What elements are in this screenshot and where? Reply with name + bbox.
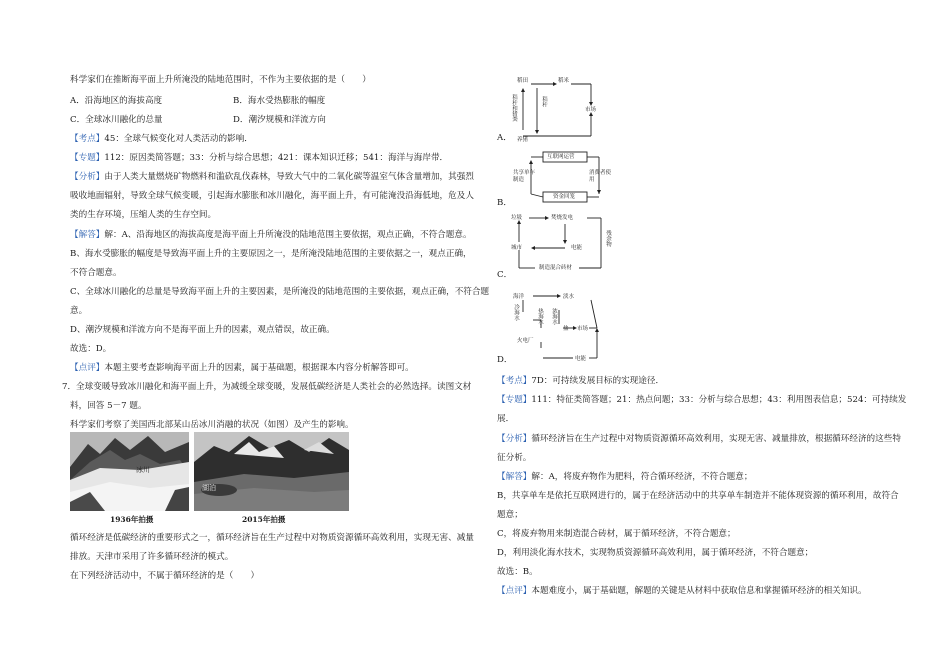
diagA-node-2: 稻米	[558, 78, 570, 84]
jieda-line-2: B、海水受膨胀的幅度是导致海平面上升的主要原因之一，是所淹没陆地范围的主要依据之一，观点正确，	[70, 249, 472, 259]
diagA-node-5: 养猪	[517, 137, 529, 143]
q7-question: 在下列经济活动中，不属于循环经济的是（ ）	[70, 571, 260, 581]
photo1-label: 冰川	[136, 466, 150, 474]
r-dianping-line	[497, 586, 867, 597]
q6-option-d: D．潮汐规模和洋流方向	[233, 115, 326, 125]
jieda-line-1	[70, 230, 472, 241]
jieda-line-6: D、潮汐规模和洋流方向不是海平面上升的因素，观点错误，故正确。	[70, 325, 335, 335]
fenxi-line-3: 类的生存环境，压缩人类的生存空间。	[70, 210, 217, 220]
kaodian-tag: 【考点】	[70, 134, 105, 144]
r-kaodian-line	[497, 376, 664, 387]
q6-option-b: B．海水受热膨胀的幅度	[233, 96, 326, 106]
q7-line-2: 料，回答 5－7 题。	[70, 401, 147, 411]
glacier-photo-2015-art	[194, 432, 349, 511]
diagC-node-1: 垃圾	[511, 215, 523, 221]
r-zhuanti-line-1	[497, 395, 906, 406]
diagB-right: 消费者使用	[589, 170, 612, 183]
diagC-node-3: 电能	[571, 245, 583, 251]
fenxi-line-2: 吸收地面辐射，导致全球气候变暖，引起海水膨胀和冰川融化，海平面上升，有可能淹没沿海低地，危及人	[70, 191, 474, 201]
diagD-node-9: 电能	[575, 356, 587, 362]
right-column	[475, 0, 950, 671]
kaodian-text: 45：全球气候变化对人类活动的影响．	[104, 134, 253, 144]
para-line-2: 排放。天津市采用了许多循环经济的模式。	[70, 552, 234, 562]
dianping-line	[70, 363, 414, 374]
diagD-node-3: 热海水	[537, 308, 543, 325]
q7-line-1: 7．全球变暖导致冰川融化和海平面上升，为减缓全球变暖，发展低碳经济是人类社会的必然选择。读图文材	[62, 382, 472, 392]
diagD-node-5: 盐	[563, 326, 569, 332]
q7-line-3: 科学家们考察了美国西北部某山岳冰川消融的状况（如图）及产生的影响。	[70, 420, 354, 430]
option-d-label: D．	[497, 355, 513, 365]
diagC-node-5: 残余物	[605, 230, 611, 247]
photo2-label: 湖泊	[202, 484, 216, 492]
fenxi-text-1: 由于人类大量燃烧矿物燃料和滥砍乱伐森林，导致大气中的二氧化碳等温室气体含量增加，其强烈	[104, 172, 474, 182]
zhuanti-tag: 【专题】	[70, 153, 105, 163]
photo2-caption: 2015年拍摄	[242, 515, 286, 524]
diagD-node-6: 市场	[577, 326, 589, 332]
r-kaodian-text: 7D：可持续发展目标的实现途径．	[531, 376, 665, 386]
photo1-caption: 1936年拍摄	[110, 515, 154, 524]
diagB-left: 共享单车制造	[513, 170, 536, 183]
jieda-line-5: 意。	[70, 306, 88, 316]
glacier-photo-1936-art	[70, 432, 189, 511]
dianping-text: 本题主要考查影响海平面上升的因素，属于基础题，根据课本内容分析解答即可。	[104, 363, 414, 373]
diagA-node-4: 秸秆	[541, 96, 547, 107]
diagC-node-2: 焚烧发电	[551, 215, 574, 221]
para-line-1: 循环经济是低碳经济的重要形式之一，循环经济旨在生产过程中对物质资源循环高效利用，实现无害、减量	[70, 533, 474, 543]
r-zhuanti-tag: 【专题】	[497, 395, 532, 405]
r-jieda-text-1: 解：A，将废弃物作为肥料，符合循环经济，不符合题意；	[531, 472, 753, 482]
r-jieda-line-3: 题意；	[497, 510, 523, 520]
r-fenxi-line-1	[497, 434, 901, 445]
r-fenxi-text-1: 循环经济旨在生产过程中对物质资源循环高效利用，实现无害、减量排放，根据循环经济的这些特	[531, 434, 901, 444]
diagram-d	[511, 290, 607, 366]
diagD-node-2: 冷海水	[513, 304, 519, 321]
r-jieda-tag: 【解答】	[497, 472, 532, 482]
r-answer-line: 故选：B。	[497, 567, 538, 577]
q6-stem: 科学家们在推断海平面上升所淹没的陆地范围时，不作为主要依据的是（ ）	[70, 75, 371, 85]
r-jieda-line-4: C，将废弃物用来制造混合砖材，属于循环经济，不符合题意；	[497, 529, 736, 539]
diagram-d-lines	[511, 290, 607, 366]
diagA-node-1: 稻田	[517, 78, 529, 84]
option-b-label: B．	[497, 198, 512, 208]
r-dianping-text: 本题难度小，属于基础题，解题的关键是从材料中获取信息和掌握循环经济的相关知识。	[531, 586, 867, 596]
r-zhuanti-text-1: 111：特征类简答题；21：热点问题；33：分析与综合思想；43：利用图表信息；524：可持续发	[531, 395, 907, 405]
jieda-line-3: 不符合题意。	[70, 268, 122, 278]
r-jieda-line-2: B，共享单车是依托互联网进行的，属于在经济活动中的共享单车制造并不能体现资源的循环利用，故符合	[497, 491, 899, 501]
answer-line: 故选：D。	[70, 344, 112, 354]
diagD-node-1: 海洋	[513, 294, 525, 300]
diagram-b	[511, 150, 621, 208]
diagram-c	[511, 212, 621, 278]
q6-option-a: A．沿海地区的海拔高度	[70, 96, 163, 106]
dianping-tag: 【点评】	[70, 363, 105, 373]
r-dianping-tag: 【点评】	[497, 586, 532, 596]
fenxi-tag: 【分析】	[70, 172, 105, 182]
glacier-photo-1936	[70, 432, 189, 511]
diagD-node-4: 淡水	[563, 294, 575, 300]
diagD-node-7: 浓海水	[551, 308, 557, 325]
jieda-tag: 【解答】	[70, 230, 105, 240]
zhuanti-line	[70, 153, 448, 164]
glacier-photo-2015	[194, 432, 349, 511]
option-c-label: C．	[497, 270, 513, 280]
diagram-a	[509, 74, 619, 146]
jieda-line-4: C、全球冰川融化的总量是导致海平面上升的主要因素，是所淹没的陆地范围的主要依据，观点正确，不符合题	[70, 287, 490, 297]
q6-option-c: C．全球冰川融化的总量	[70, 115, 163, 125]
r-kaodian-tag: 【考点】	[497, 376, 532, 386]
kaodian-line	[70, 134, 253, 145]
r-jieda-line-5: D，利用淡化海水技术，实现物质资源循环高效利用，属于循环经济，不符合题意；	[497, 548, 814, 558]
diagB-bottom: 资金回笼	[553, 194, 576, 200]
diagD-node-8: 火电厂	[517, 338, 534, 344]
diagC-node-4: 城市	[511, 245, 523, 251]
diagB-top: 互联网运营	[547, 154, 575, 160]
diagC-node-6: 制造混合砖材	[539, 265, 573, 271]
r-fenxi-tag: 【分析】	[497, 434, 532, 444]
r-fenxi-line-2: 征分析。	[497, 453, 532, 463]
zhuanti-text: 112：原因类简答题；33：分析与综合思想；421：课本知识迁移；541：海洋与海岸带．	[104, 153, 449, 163]
diagA-node-3: 市场	[585, 107, 597, 113]
diagA-node-6: 秸秆和猪粪	[511, 94, 517, 122]
r-jieda-line-1	[497, 472, 752, 483]
r-zhuanti-line-2: 展．	[497, 414, 515, 424]
option-a-label: A．	[497, 133, 512, 143]
fenxi-line-1	[70, 172, 474, 183]
jieda-text-1: 解：A、沿海地区的海拔高度是海平面上升所淹没的陆地范围主要依据，观点正确，不符合题意。	[104, 230, 472, 240]
